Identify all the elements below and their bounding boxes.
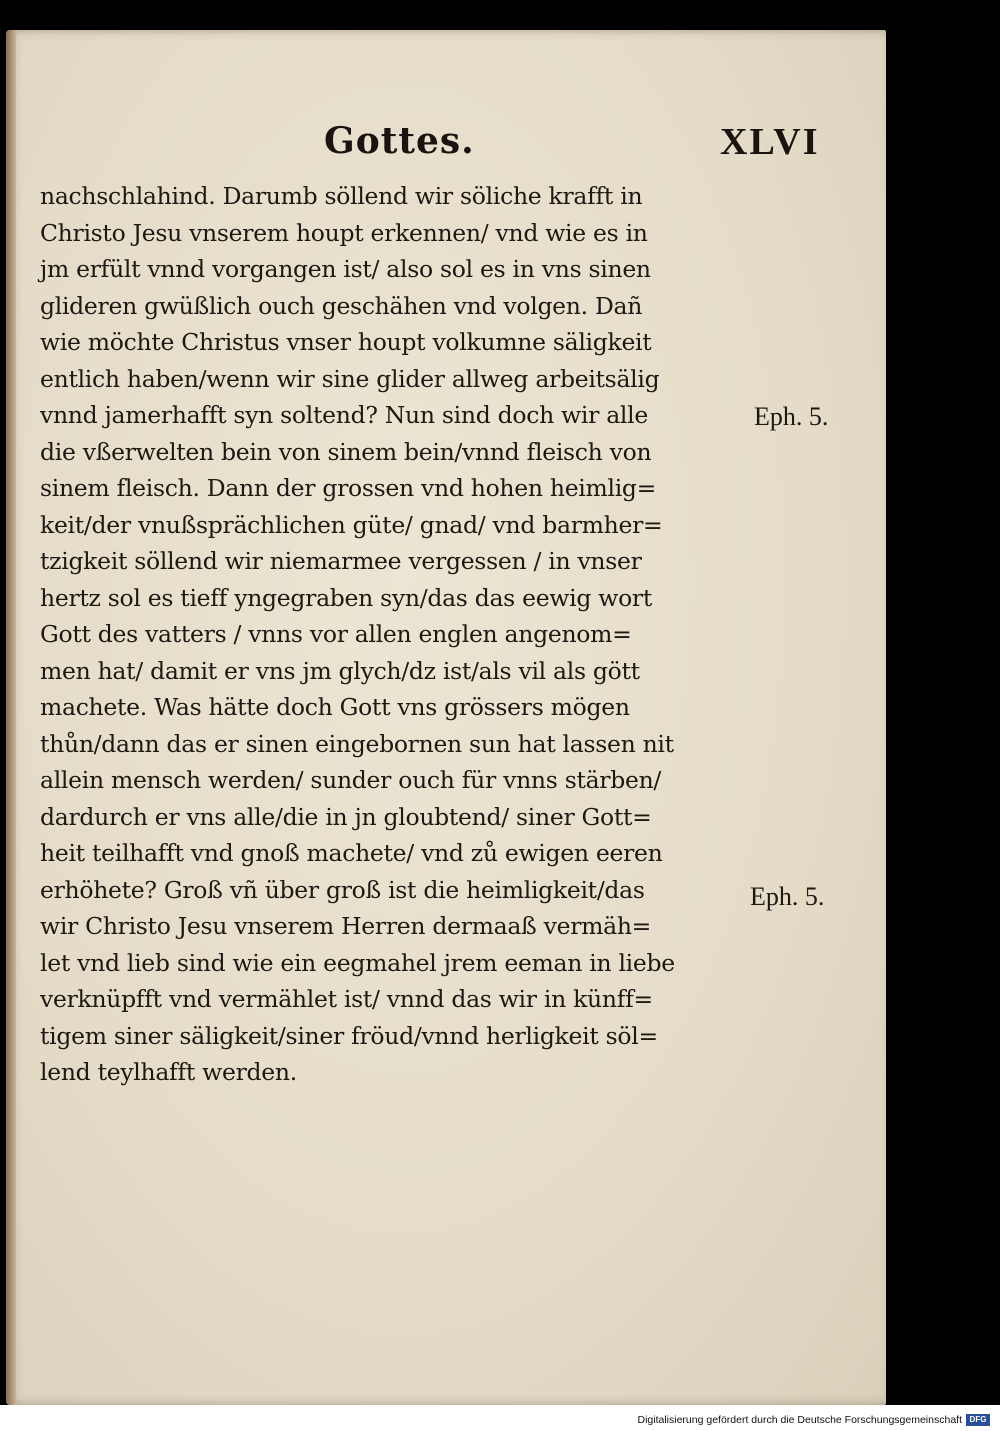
text-line: allein mensch werden/ sunder ouch für vnns stärben/ xyxy=(40,766,662,794)
text-line: heit teilhafft vnd gnoß machete/ vnd zů ewigen eeren xyxy=(40,839,663,867)
text-line: nachschlahind. Darumb söllend wir söliche krafft in xyxy=(40,182,643,210)
text-line: lend teylhafft werden. xyxy=(40,1058,297,1086)
text-line: wir Christo Jesu vnserem Herren dermaaß vermäh= xyxy=(40,912,652,940)
text-line: verknüpfft vnd vermählet ist/ vnnd das wir in künff= xyxy=(40,985,653,1013)
text-line: men hat/ damit er vns jm glych/dz ist/als vil als gött xyxy=(40,656,640,685)
body-text xyxy=(40,178,760,1091)
page-binding-edge xyxy=(6,30,16,1405)
marginal-note-eph: Eph. 5. xyxy=(750,882,825,911)
text-line: vnnd jamerhafft syn soltend? Nun sind doch wir alle xyxy=(40,401,648,429)
dfg-logo-icon: DFG xyxy=(966,1414,990,1426)
text-line: dardurch er vns alle/die in jn gloubtend/ siner Gott= xyxy=(40,802,652,831)
text-line: die vßerwelten bein von sinem bein/vnnd fleisch von xyxy=(40,437,652,466)
text-line: tigem siner säligkeit/siner fröud/vnnd herligkeit söl= xyxy=(40,1021,658,1050)
funding-credit: Digitalisierung gefördert durch die Deutsche Forschungsgemeinschaft xyxy=(637,1414,962,1426)
text-line: entlich haben/wenn wir sine glider allweg arbeitsälig xyxy=(40,364,660,393)
book-page xyxy=(6,30,886,1405)
text-line: hertz sol es tieff yngegraben syn/das das eewig wort xyxy=(40,583,652,612)
text-line: thůn/dann das er sinen eingebornen sun hat lassen nit xyxy=(40,729,674,758)
text-line: sinem fleisch. Dann der grossen vnd hohen heimlig= xyxy=(40,474,657,502)
text-line: Gott des vatters / vnns vor allen englen angenom= xyxy=(40,620,632,648)
text-line: jm erfült vnnd vorgangen ist/ also sol es in vns sinen xyxy=(40,255,651,283)
text-line: machete. Was hätte doch Gott vns grössers mögen xyxy=(40,693,630,721)
running-title: Gottes. xyxy=(324,120,475,162)
marginal-note-eph: Eph. 5. xyxy=(754,402,829,431)
text-line: Christo Jesu vnserem houpt erkennen/ vnd wie es in xyxy=(40,218,648,247)
text-line: wie möchte Christus vnser houpt volkumne säligkeit xyxy=(40,328,652,356)
text-line: tzigkeit söllend wir niemarmee vergessen / in vnser xyxy=(40,547,642,575)
footer-bar xyxy=(0,1405,1000,1431)
folio-number: XLVI xyxy=(720,121,820,163)
page-header xyxy=(6,120,886,180)
text-line: let vnd lieb sind wie ein eegmahel jrem eeman in liebe xyxy=(40,948,675,977)
text-line: keit/der vnußsprächlichen güte/ gnad/ vnd barmher= xyxy=(40,510,663,539)
text-line: erhöhete? Groß vñ über groß ist die heimligkeit/das xyxy=(40,875,645,904)
text-line: glideren gwüßlich ouch geschähen vnd volgen. Dañ xyxy=(40,291,643,320)
